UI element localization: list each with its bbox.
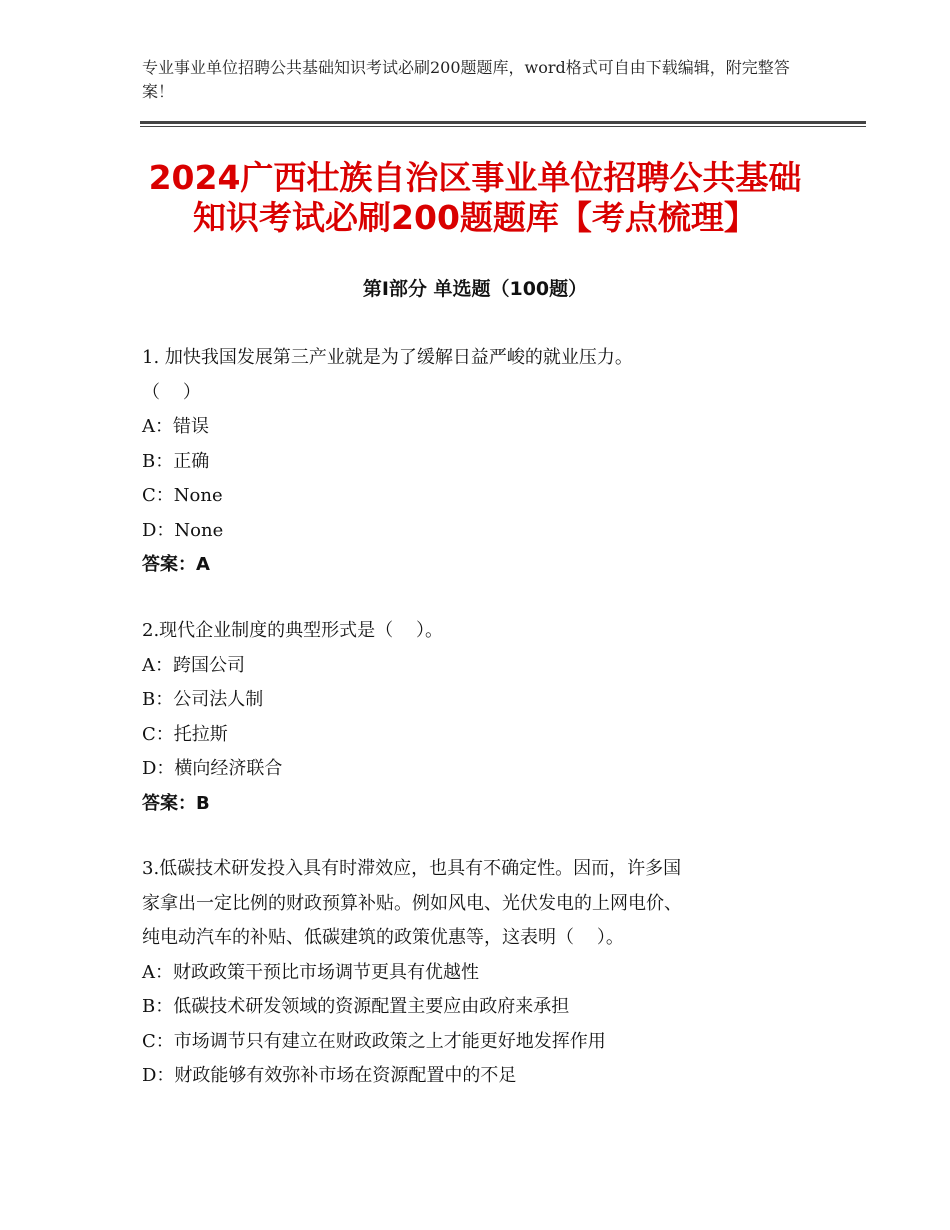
question-stem-line: 纯电动汽车的补贴、低碳建筑的政策优惠等，这表明（ ）。 <box>142 927 624 948</box>
header-divider-thin <box>140 126 866 127</box>
header-note: 专业事业单位招聘公共基础知识考试必刷200题题库，word格式可自由下载编辑，附完整答案！ <box>142 58 790 101</box>
answer-label: 答案：B <box>142 792 210 814</box>
option-a: A：财政政策干预比市场调节更具有优越性 <box>142 961 479 983</box>
option-b: B：低碳技术研发领域的资源配置主要应由政府来承担 <box>142 996 570 1017</box>
question-stem-line: 家拿出一定比例的财政预算补贴。例如风电、光伏发电的上网电价、 <box>142 892 682 914</box>
question-stem-line: （ ） <box>142 381 201 403</box>
title-line-1: 2024广西壮族自治区事业单位招聘公共基础 <box>148 158 802 197</box>
document-title <box>100 158 850 238</box>
option-c: C：None <box>142 485 223 506</box>
question-stem-line: 1. 加快我国发展第三产业就是为了缓解日益严峻的就业压力。 <box>142 347 633 368</box>
answer-label: 答案：A <box>142 554 210 575</box>
option-d: D：None <box>142 519 224 541</box>
option-c: C：托拉斯 <box>142 723 228 745</box>
option-b: B：公司法人制 <box>142 689 264 710</box>
option-d: D：横向经济联合 <box>142 758 283 779</box>
part-heading: 第Ⅰ部分 单选题（100题） <box>362 278 588 300</box>
question-2 <box>142 614 807 821</box>
header-divider-thick <box>140 121 866 124</box>
question-3 <box>142 852 807 1094</box>
option-c: C：市场调节只有建立在财政政策之上才能更好地发挥作用 <box>142 1030 606 1052</box>
option-a: A：跨国公司 <box>142 654 245 676</box>
title-line-2: 知识考试必刷200题题库【考点梳理】 <box>193 198 757 237</box>
option-a: A：错误 <box>142 416 209 437</box>
option-d: D：财政能够有效弥补市场在资源配置中的不足 <box>142 1065 517 1086</box>
question-stem-line: 2.现代企业制度的典型形式是（ ）。 <box>142 620 444 641</box>
question-1 <box>142 341 807 583</box>
option-b: B：正确 <box>142 450 210 472</box>
question-stem-line: 3.低碳技术研发投入具有时滞效应，也具有不确定性。因而，许多国 <box>142 858 682 879</box>
